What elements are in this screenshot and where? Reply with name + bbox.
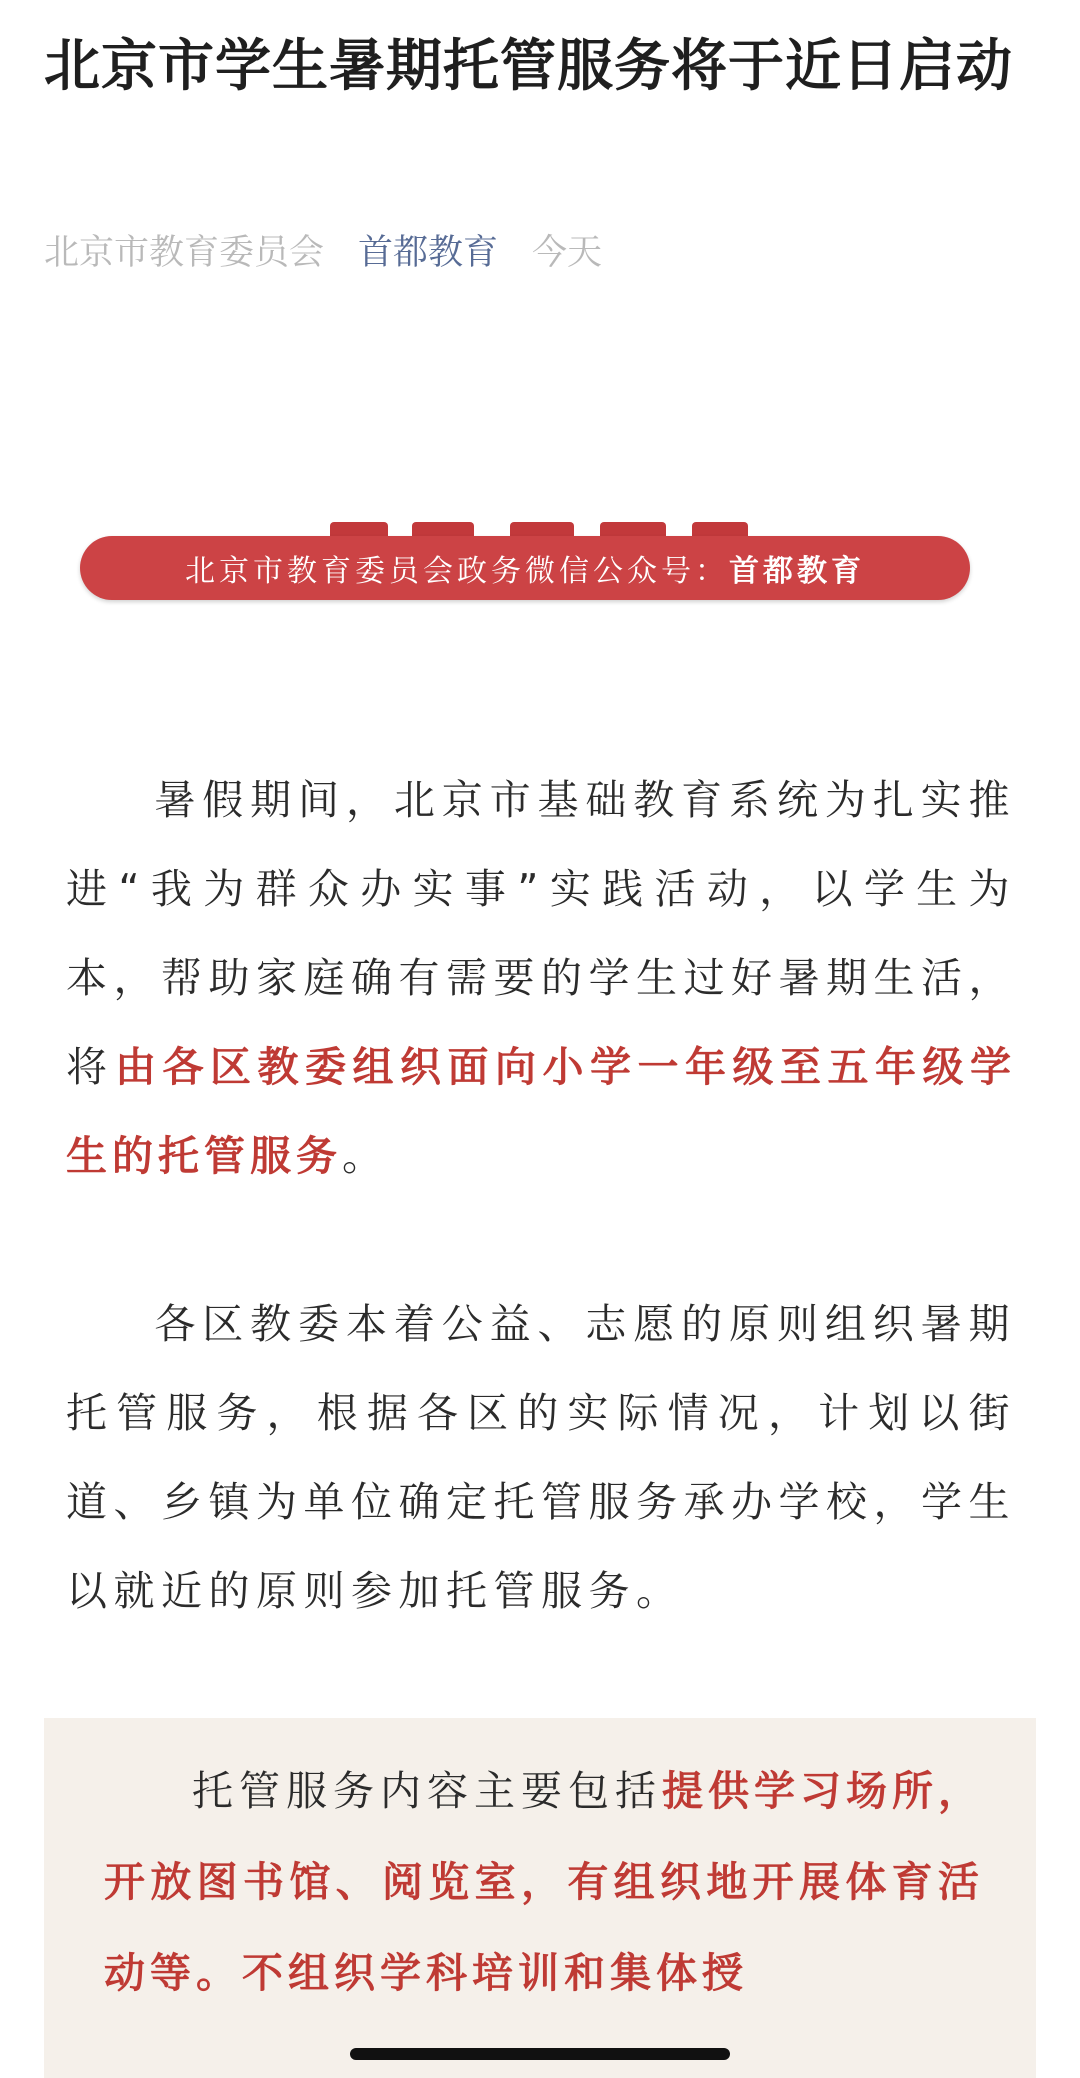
article-title: 北京市学生暑期托管服务将于近日启动: [44, 34, 1013, 99]
home-indicator[interactable]: [350, 2048, 730, 2060]
paragraph-1-highlight: 由各区教委组织面向小学一年级至五年级学生的托管服务: [66, 1043, 1016, 1180]
paragraph-3-text: 托管服务内容主要包括: [192, 1767, 662, 1815]
article-date: 今天: [532, 233, 603, 273]
paragraph-1-end: 。: [342, 1132, 390, 1180]
paragraph-3: [104, 1746, 984, 2019]
paragraph-1: [66, 756, 1016, 1201]
paragraph-1-text: 暑假期间，北京市基础教育系统为扎实推进“我为群众办实事”实践活动，以学生为本，帮助家庭确有需要的学生过好暑期生活，将: [66, 776, 1016, 1091]
banner-text: 北京市教育委员会政务微信公众号：首都教育: [185, 554, 865, 589]
note-box: [44, 1718, 1036, 2078]
banner-image: [80, 512, 970, 608]
paragraph-2-text: 各区教委本着公益、志愿的原则组织暑期托管服务，根据各区的实际情况，计划以街道、乡镇为单位确定托管服务承办学校，学生以就近的原则参加托管服务。: [66, 1300, 1016, 1615]
article-author: 北京市教育委员会: [44, 233, 325, 273]
banner-pill: [80, 536, 970, 600]
paragraph-3-highlight: 提供学习场所，开放图书馆、阅览室，有组织地开展体育活动等。不组织学科培训和集体授: [104, 1767, 984, 1997]
paragraph-2: [66, 1280, 1016, 1636]
account-link[interactable]: 首都教育: [358, 233, 499, 273]
article-meta: [44, 222, 636, 278]
banner-account: 首都教育: [729, 554, 865, 589]
